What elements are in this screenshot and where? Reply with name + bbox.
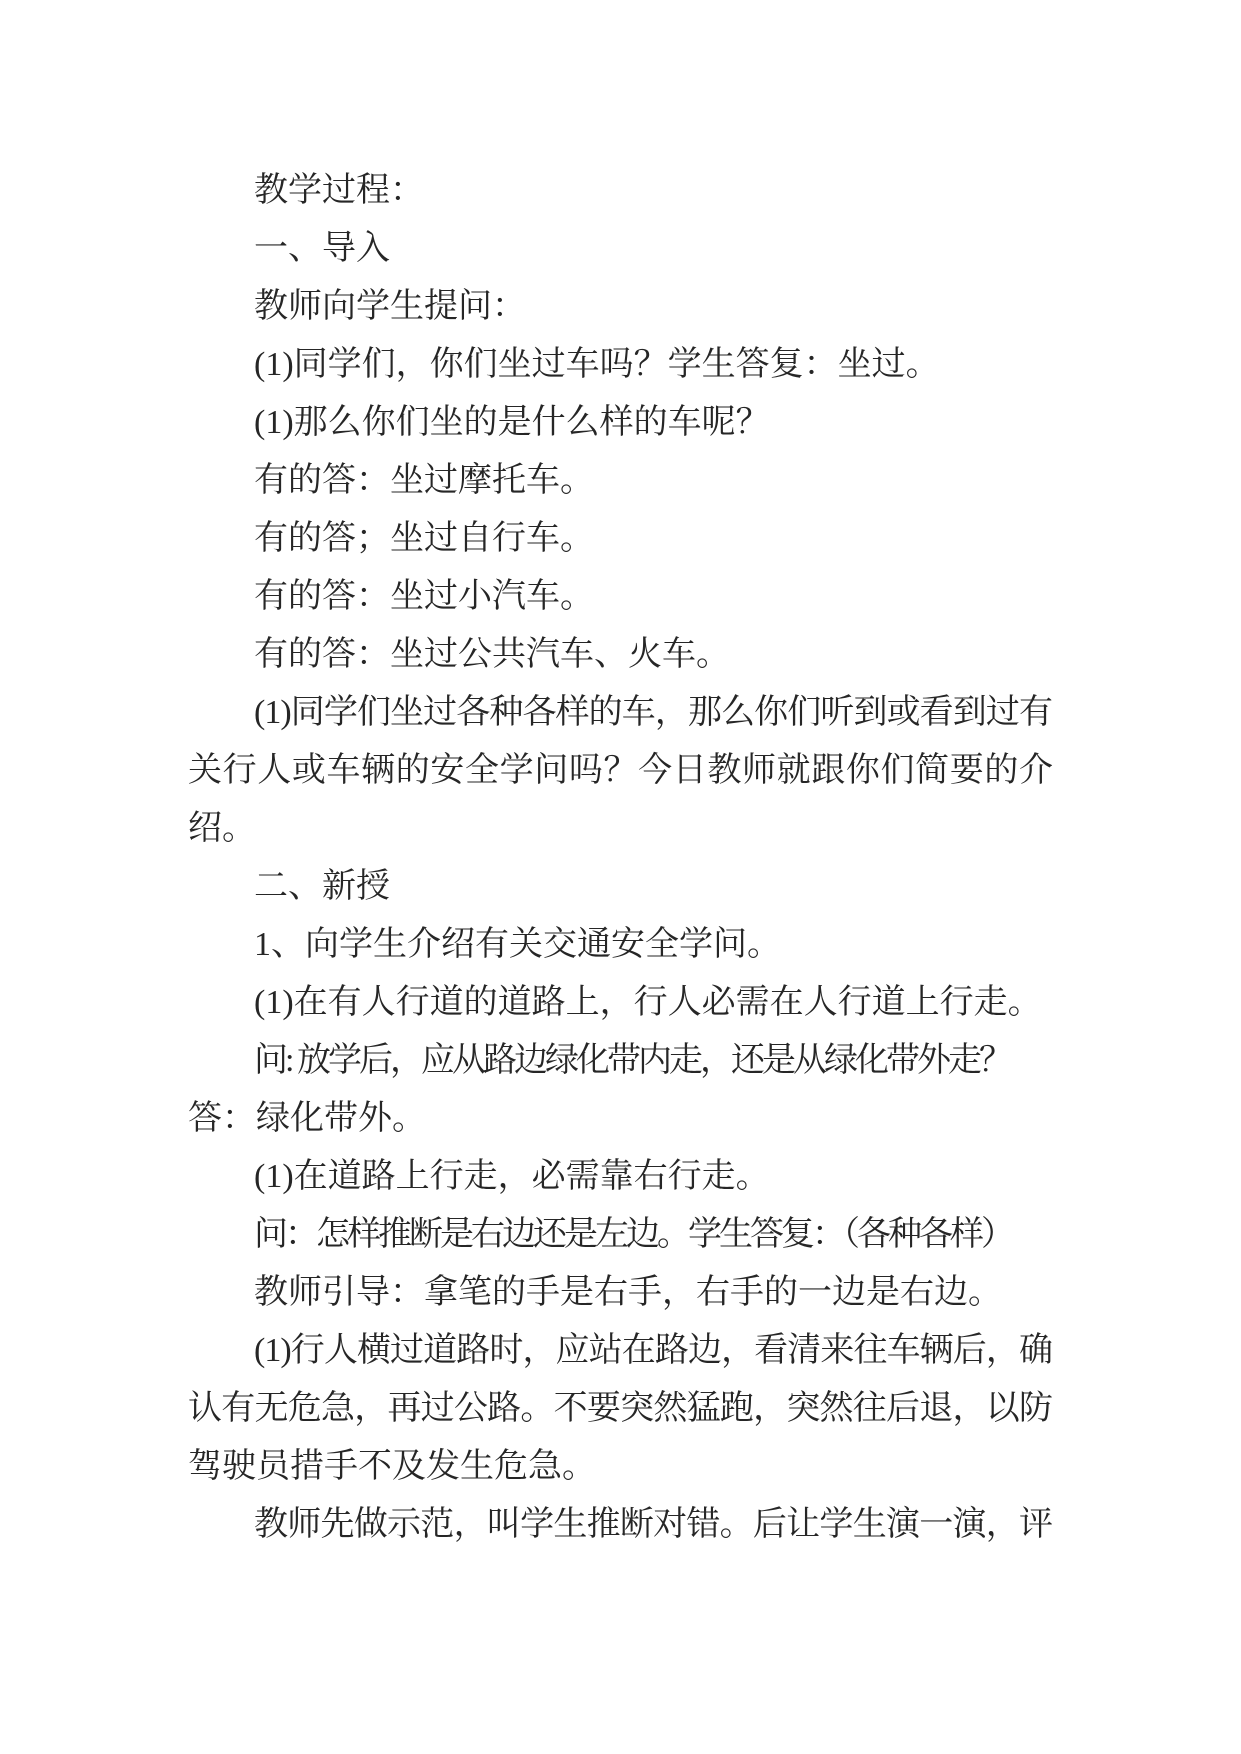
text-line: 关行人或车辆的安全学问吗？今日教师就跟你们简要的介: [188, 752, 1052, 789]
text-line: (1)在道路上行走，必需靠右行走。: [254, 1158, 770, 1195]
text-line: 1、向学生介绍有关交通安全学问。: [254, 926, 781, 963]
text-line: (1)行人横过道路时，应站在路边，看清来往车辆后，确: [254, 1332, 1052, 1369]
text-line: 有的答：坐过公共汽车、火车。: [254, 636, 730, 673]
text-line: 教学过程：: [254, 172, 424, 209]
text-line: 教师向学生提问：: [254, 288, 526, 325]
text-line: 问: 放学后，应从路边绿化带内走，还是从绿化带外走？: [254, 1042, 1010, 1079]
text-line: 一、导入: [254, 230, 390, 267]
text-line: (1)在有人行道的道路上，行人必需在人行道上行走。: [254, 984, 1042, 1021]
text-line: 答：绿化带外。: [188, 1100, 426, 1137]
text-line: 绍。: [188, 810, 256, 847]
text-line: 二、新授: [254, 868, 390, 905]
text-line: (1)同学们坐过各种各样的车，那么你们听到或看到过有: [254, 694, 1052, 731]
text-line: 认有无危急，再过公路。不要突然猛跑，突然往后退，以防: [188, 1390, 1052, 1427]
text-line: 驾驶员措手不及发生危急。: [188, 1448, 596, 1485]
text-line: 问：怎样推断是右边还是左边。学生答复：（各种各样）: [254, 1216, 1012, 1253]
text-line: 有的答；坐过自行车。: [254, 520, 594, 557]
text-line: 有的答：坐过小汽车。: [254, 578, 594, 615]
text-line: 教师先做示范，叫学生推断对错。后让学生演一演，评: [254, 1506, 1052, 1543]
text-line: 有的答：坐过摩托车。: [254, 462, 594, 499]
text-line: 教师引导：拿笔的手是右手，右手的一边是右边。: [254, 1274, 1002, 1311]
text-line: (1)同学们，你们坐过车吗？学生答复：坐过。: [254, 346, 940, 383]
text-line: (1)那么你们坐的是什么样的车呢？: [254, 404, 770, 441]
document-body: [188, 162, 1052, 1554]
